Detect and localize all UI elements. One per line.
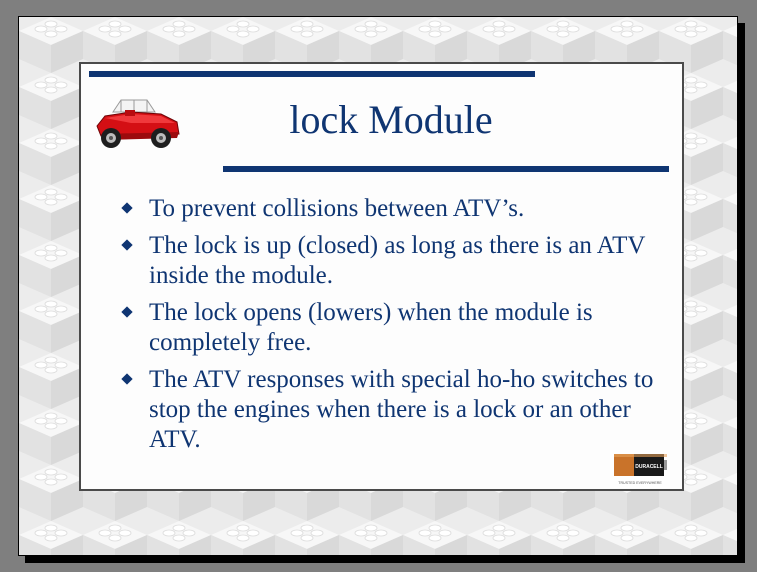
slide: [18, 16, 738, 556]
bullet-item: [121, 365, 676, 455]
diamond-bullet-icon: [121, 306, 132, 317]
bullet-text: The ATV responses with special ho-ho switches to stop the engines when there is a lock or an other ATV.: [149, 366, 654, 453]
content-panel: [79, 62, 684, 491]
diamond-bullet-icon: [121, 239, 132, 250]
lego-car-icon: [91, 96, 183, 150]
svg-text:TRUSTED EVERYWHERE: TRUSTED EVERYWHERE: [618, 481, 662, 485]
diamond-bullet-icon: [121, 373, 132, 384]
bullet-item: [121, 298, 676, 358]
bullet-item: [121, 194, 676, 224]
title-rule-top: [89, 71, 535, 77]
diamond-bullet-icon: [121, 202, 132, 213]
bullet-text: The lock is up (closed) as long as there is an ATV inside the module.: [149, 232, 645, 289]
bullet-text: The lock opens (lowers) when the module is completely free.: [149, 299, 593, 356]
bullet-item: [121, 231, 676, 291]
bullet-list: [121, 194, 676, 462]
duracell-battery-logo: [610, 450, 670, 488]
svg-text:DURACELL: DURACELL: [635, 464, 663, 470]
slide-title: lock Module: [289, 97, 493, 142]
title-rule-bottom: [223, 166, 669, 172]
bullet-text: To prevent collisions between ATV’s.: [149, 195, 525, 222]
